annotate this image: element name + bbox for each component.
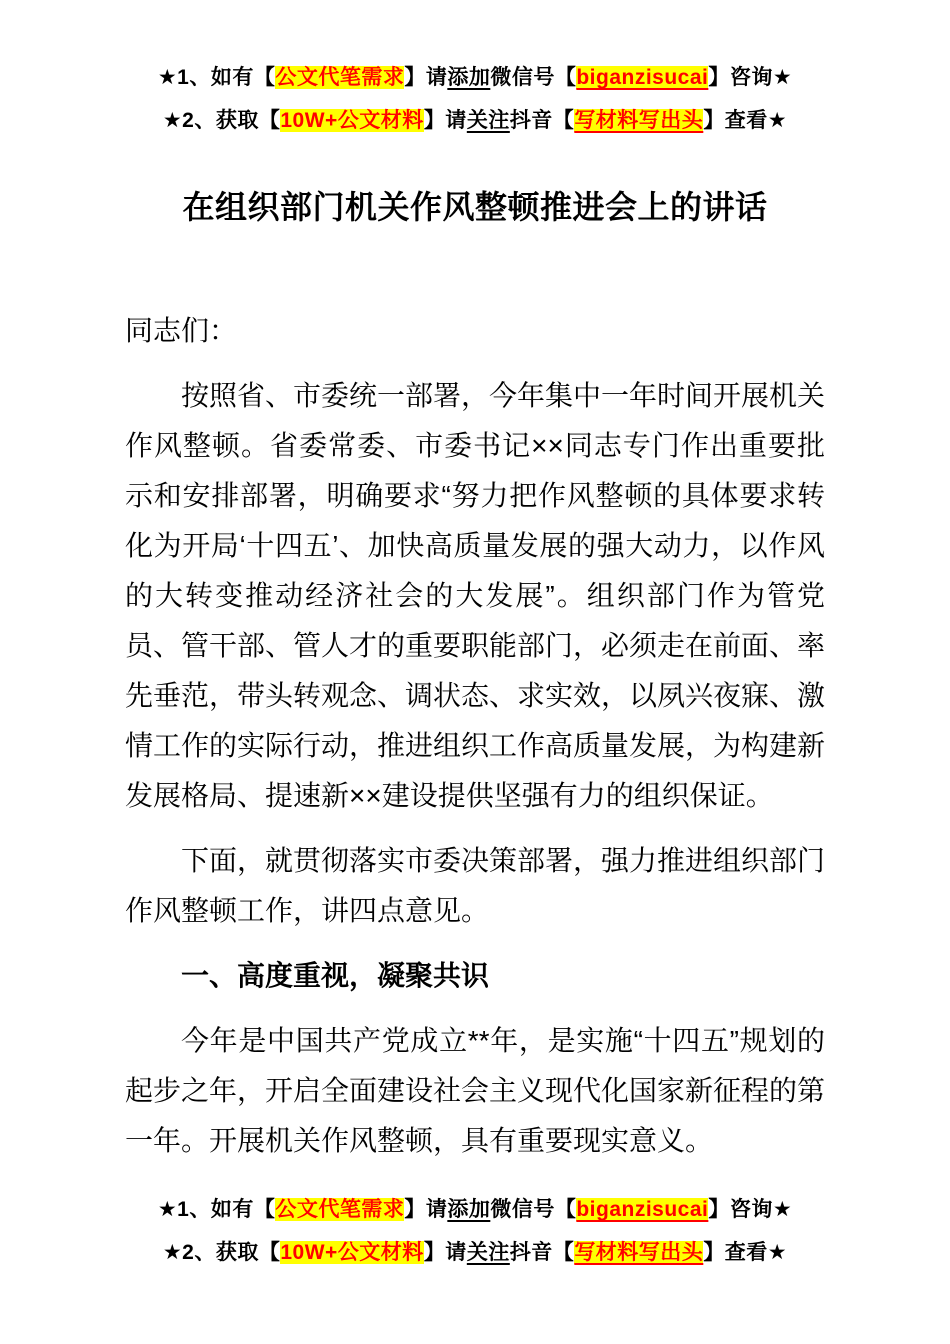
promo-text: 微信号【 bbox=[490, 66, 577, 89]
section-heading: 一、高度重视，凝聚共识 bbox=[181, 960, 490, 991]
promo-text: 微信号【 bbox=[490, 1198, 577, 1221]
promo-text: 抖音【 bbox=[509, 1241, 575, 1264]
promo-text: 】请 bbox=[423, 1241, 467, 1264]
promo-highlight-link: biganzisucai bbox=[576, 1198, 709, 1221]
promo-highlight: 公文代笔需求 bbox=[275, 1198, 405, 1221]
promo-highlight: 公文代笔需求 bbox=[275, 66, 405, 89]
promo-text: ★2、获取【 bbox=[162, 1241, 281, 1264]
promo-text: 】查看★ bbox=[703, 1241, 788, 1264]
salutation: 同志们： bbox=[125, 315, 238, 346]
promo-text: 】咨询★ bbox=[708, 1198, 793, 1221]
promo-text: 】请 bbox=[423, 109, 467, 132]
promo-highlight-link: biganzisucai bbox=[576, 66, 709, 89]
promo-text: ★2、获取【 bbox=[162, 109, 281, 132]
header-promo bbox=[0, 56, 950, 142]
promo-underlined-text: 关注 bbox=[466, 1241, 510, 1264]
promo-text: 抖音【 bbox=[509, 109, 575, 132]
footer-promo bbox=[0, 1188, 950, 1274]
header-promo-line-1 bbox=[0, 56, 950, 99]
promo-underlined-text: 关注 bbox=[466, 109, 510, 132]
document-title: 在组织部门机关作风整顿推进会上的讲话 bbox=[182, 189, 768, 225]
promo-highlight-link: 写材料写出头 bbox=[574, 1241, 704, 1264]
promo-highlight-link: 写材料写出头 bbox=[574, 109, 704, 132]
promo-text: 】请 bbox=[404, 1198, 448, 1221]
document-body bbox=[0, 306, 950, 1166]
promo-text: 】查看★ bbox=[703, 109, 788, 132]
promo-text: 】请 bbox=[404, 66, 448, 89]
promo-text: ★1、如有【 bbox=[157, 1198, 276, 1221]
promo-underlined-text: 添加 bbox=[447, 66, 491, 89]
promo-highlight: 10W+公文材料 bbox=[280, 1241, 424, 1264]
paragraph: 下面，就贯彻落实市委决策部署，强力推进组织部门作风整顿工作，讲四点意见。 bbox=[125, 845, 826, 926]
promo-highlight: 10W+公文材料 bbox=[280, 109, 424, 132]
header-promo-line-2 bbox=[0, 99, 950, 142]
footer-promo-line-1 bbox=[0, 1188, 950, 1231]
promo-text: ★1、如有【 bbox=[157, 66, 276, 89]
footer-promo-line-2 bbox=[0, 1231, 950, 1274]
promo-text: 】咨询★ bbox=[708, 66, 793, 89]
paragraph: 今年是中国共产党成立**年，是实施“十四五”规划的起步之年，开启全面建设社会主义现代化国家新征程的第一年。开展机关作风整顿，具有重要现实意义。 bbox=[125, 1025, 826, 1156]
promo-underlined-text: 添加 bbox=[447, 1198, 491, 1221]
paragraph: 按照省、市委统一部署，今年集中一年时间开展机关作风整顿。省委常委、市委书记××同志专门作出重要批示和安排部署，明确要求“努力把作风整顿的具体要求转化为开局‘十四五’、加快高质量发展的强大动力，以作风的大转变推动经济社会的大发展”。组织部门作为管党员、管干部、管人才的重要职能部门，必须走在前面、率先垂范，带头转观念、调状态、求实效，以夙兴夜寐、激情工作的实际行动，推进组织工作高质量发展，为构建新发展格局、提速新××建设提供坚强有力的组织保证。 bbox=[125, 380, 826, 811]
